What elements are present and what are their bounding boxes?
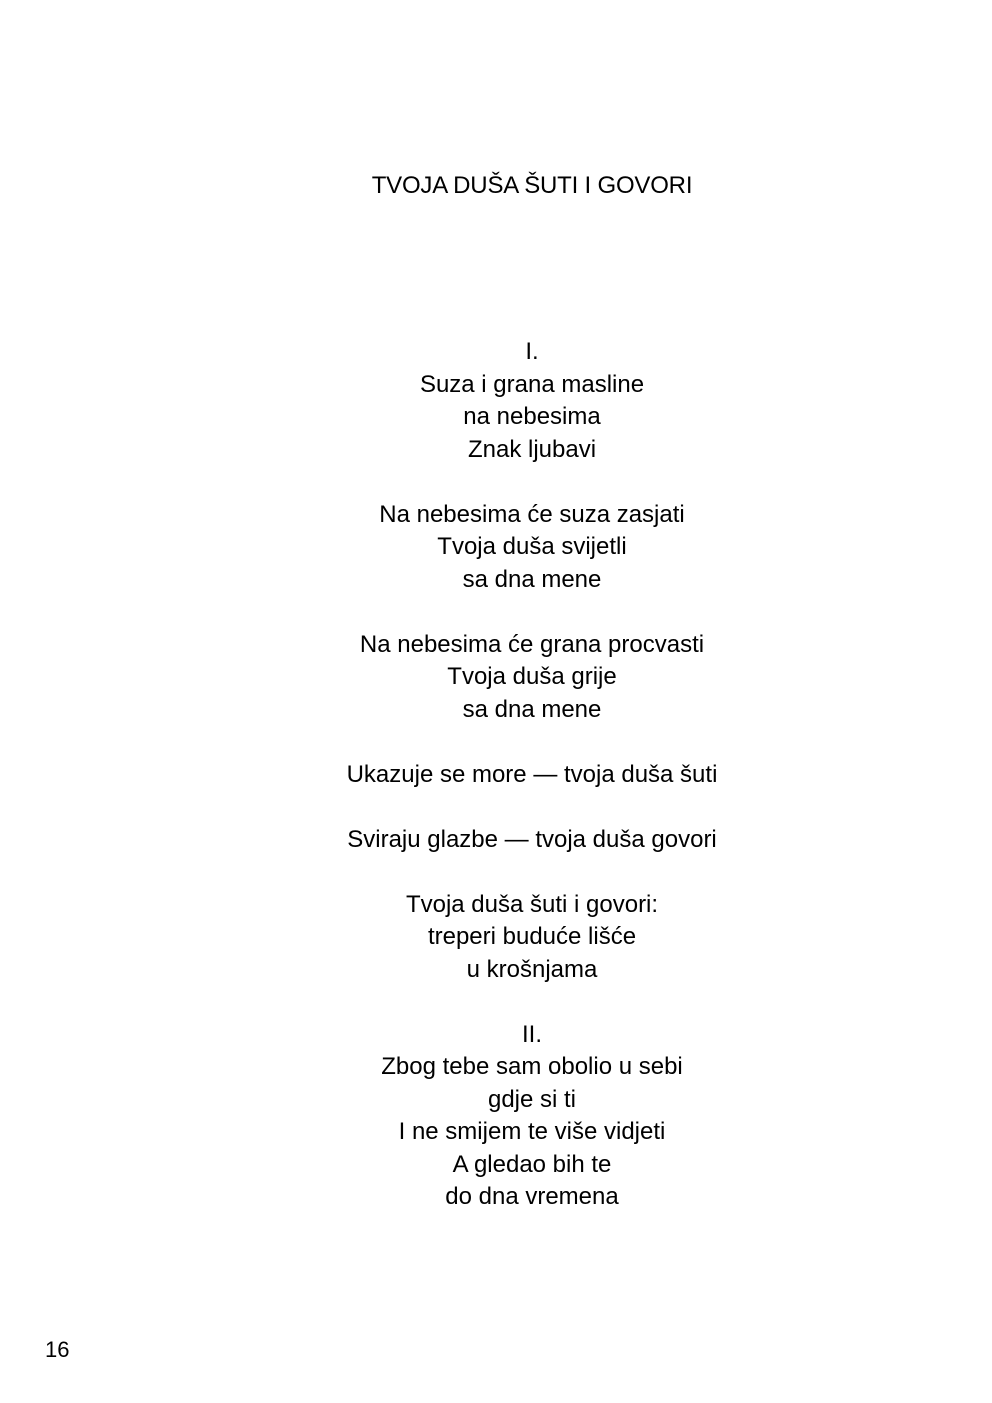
- stanza-gap: [0, 791, 992, 824]
- poem-line: Sviraju glazbe — tvoja duša govori: [347, 825, 717, 853]
- poem-line: Tvoja duša grije: [447, 663, 617, 690]
- page-number: 16: [45, 1337, 70, 1362]
- poem-line: gdje si ti: [487, 1085, 577, 1113]
- poem-line: Suza i grana masline: [419, 370, 645, 398]
- page-title: TVOJA DUŠA ŠUTI I GOVORI: [371, 172, 693, 199]
- stanza-gap: [0, 856, 992, 889]
- poem-line: sa dna mene: [462, 565, 602, 593]
- poem-line: Zbog tebe sam obolio u sebi: [381, 1053, 683, 1080]
- poem-line: na nebesima: [463, 403, 601, 430]
- poem-line: treperi buduće lišće: [427, 923, 637, 950]
- poem-line: u krošnjama: [466, 955, 598, 983]
- poem-line: I ne smijem te više vidjeti: [398, 1118, 666, 1145]
- poem-line: I.: [525, 338, 539, 365]
- poem-line: Tvoja duša šuti i govori:: [405, 890, 659, 918]
- poem-line: II.: [521, 1020, 542, 1048]
- poem-line: Na nebesima će suza zasjati: [379, 500, 685, 528]
- poem-line: A gledao bih te: [452, 1150, 612, 1178]
- poem-line: Na nebesima će grana procvasti: [359, 630, 705, 658]
- poem-line: Tvoja duša svijetli: [437, 533, 627, 560]
- stanza-gap: [0, 596, 992, 629]
- poem-line: do dna vremena: [445, 1183, 619, 1210]
- stanza-gap: [0, 466, 992, 499]
- stanza-gap: [0, 726, 992, 759]
- poem: [0, 336, 992, 1214]
- poem-line: Znak ljubavi: [467, 435, 597, 463]
- poem-line: Ukazuje se more — tvoja duša šuti: [346, 760, 718, 788]
- poem-line: sa dna mene: [462, 695, 602, 723]
- stanza-gap: [0, 986, 992, 1019]
